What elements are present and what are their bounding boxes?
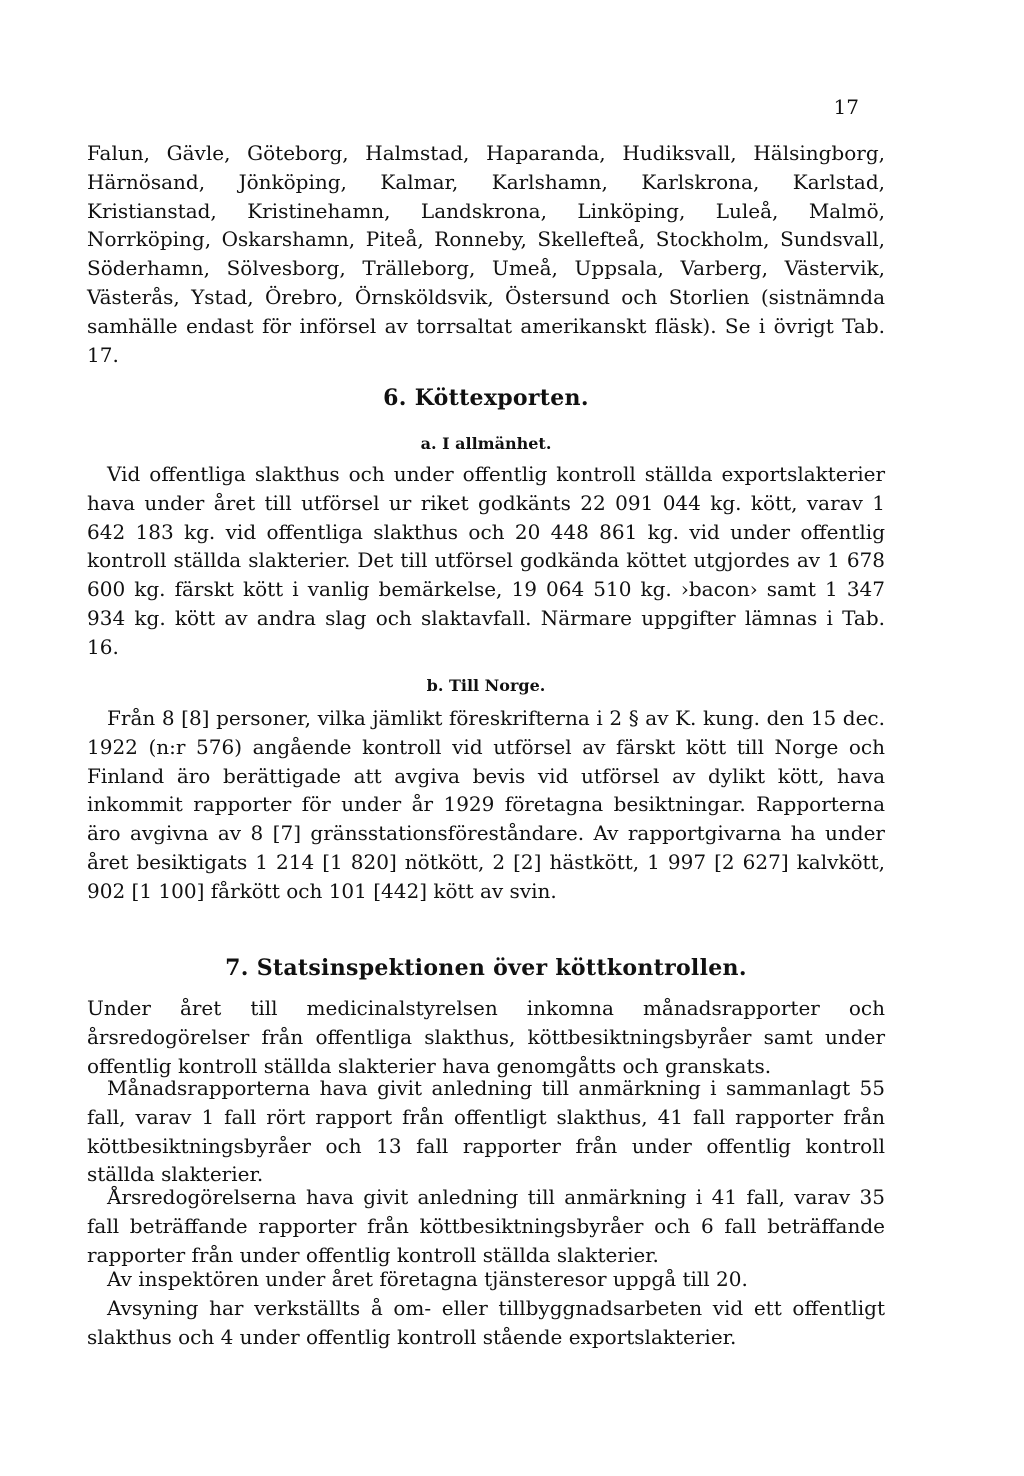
section-6b-paragraph: Från 8 [8] personer, vilka jämlikt föreskrifterna i 2 § av K. kung. den 15 dec. 1922 (n:r 576) angående kontroll vid utförsel av färskt kött till Norge och Finland äro berättigade att avgiva bevis vid utförsel av dylikt kött, hava inkommit rapporter för under år 1929 företagna besiktningar. Rapporterna äro avgivna av 8 [7] gränsstationsföreståndare. Av rapportgivarna ha under året besiktigats 1 214 [1 820] nötkött, 2 [2] hästkött, 1 997 [2 627] kalvkött, 902 [1 100] fårkött och 101 [442] kött av svin. xyxy=(87,706,885,903)
intro-paragraph: Falun, Gävle, Göteborg, Halmstad, Haparanda, Hudiksvall, Hälsingborg, Härnösand, Jönköping, Kalmar, Karlshamn, Karlskrona, Karlstad, Kristianstad, Kristinehamn, Landskrona, Linköping, Luleå, Malmö, Norrköping, Oskarshamn, Piteå, Ronneby, Skellefteå, Stockholm, Sundsvall, Söderhamn, Sölvesborg, Trälleborg, Umeå, Uppsala, Varberg, Västervik, Västerås, Ystad, Örebro, Örnsköldsvik, Östersund och Storlien (sistnämnda samhälle endast för införsel av torrsaltat amerikanskt fläsk). Se i övrigt Tab. 17. xyxy=(87,141,885,367)
section-7-paragraph-4: Av inspektören under året företagna tjänsteresor uppgå till 20. xyxy=(107,1267,748,1291)
section-6b-heading: b. Till Norge. xyxy=(426,676,546,695)
section-7-paragraph-3: Årsredogörelserna hava givit anledning till anmärkning i 41 fall, varav 35 fall beträffande rapporter från köttbesiktningsbyråer och 6 fall beträffande rapporter från under offentlig kontroll ställda slakterier. xyxy=(87,1185,885,1267)
section-7-heading: 7. Statsinspektionen över köttkontrollen. xyxy=(225,955,747,981)
section-6-heading: 6. Köttexporten. xyxy=(383,385,589,411)
page-number: 17 xyxy=(833,95,859,119)
section-6a-paragraph: Vid offentliga slakthus och under offentlig kontroll ställda exportslakterier hava under året till utförsel ur riket godkänts 22 091 044 kg. kött, varav 1 642 183 kg. vid offentliga slakthus och 20 448 861 kg. vid under offentlig kontroll ställda slakterier. Det till utförsel godkända köttet utgjordes av 1 678 600 kg. färskt kött i vanlig bemärkelse, 19 064 510 kg. ›bacon› samt 1 347 934 kg. kött av andra slag och slaktavfall. Närmare uppgifter lämnas i Tab. 16. xyxy=(87,462,885,659)
section-7-paragraph-1: Under året till medicinalstyrelsen inkomna månadsrapporter och årsredogörelser från offentliga slakthus, köttbesiktningsbyråer samt under offentlig kontroll ställda slakterier hava genomgåtts och granskats. xyxy=(87,996,885,1078)
section-7-paragraph-5: Avsyning har verkställts å om- eller tillbyggnadsarbeten vid ett offentligt slakthus och 4 under offentlig kontroll stående exportslakterier. xyxy=(87,1296,885,1349)
section-7-paragraph-2: Månadsrapporterna hava givit anledning till anmärkning i sammanlagt 55 fall, varav 1 fall rört rapport från offentligt slakthus, 41 fall rapporter från köttbesiktningsbyråer och 13 fall rapporter från under offentlig kontroll ställda slakterier. xyxy=(87,1076,885,1187)
section-6a-heading: a. I allmänhet. xyxy=(420,434,552,453)
